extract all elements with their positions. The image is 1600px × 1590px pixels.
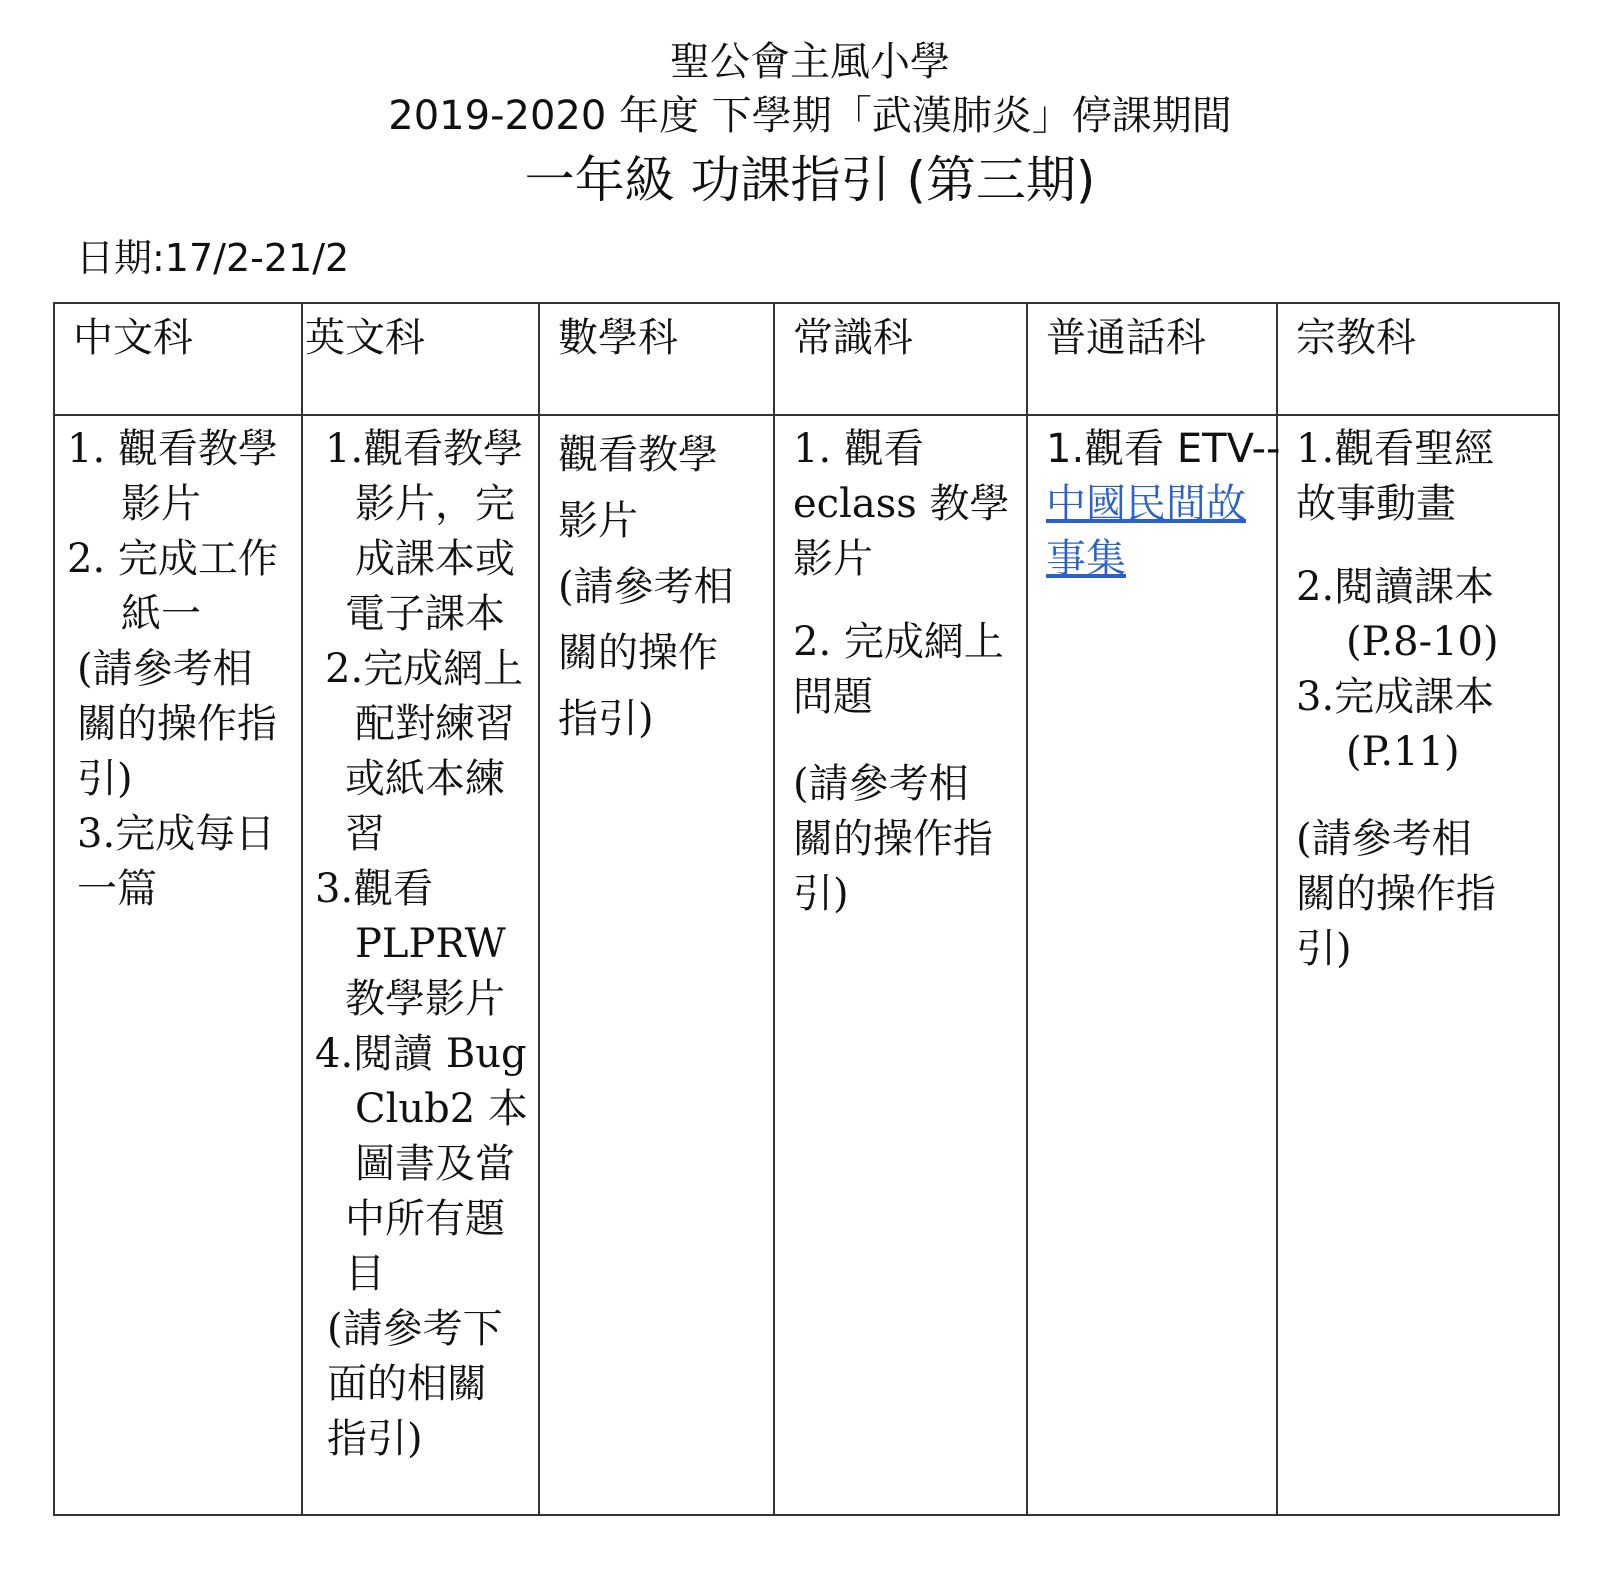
- religion-task-pages: (P.11): [1346, 729, 1460, 775]
- subject-english: 英文科: [302, 303, 539, 415]
- math-task-note: (請參考相: [558, 564, 734, 610]
- english-task-line: 3.觀看: [315, 866, 434, 912]
- math-task-note: 指引): [558, 696, 654, 742]
- general-task-note: 引): [793, 871, 849, 917]
- tasks-row: [54, 415, 1559, 1515]
- subject-header-row: [54, 303, 1559, 415]
- chinese-tasks-cell: [54, 415, 302, 1515]
- english-task-line: 或紙本練: [345, 756, 505, 802]
- subject-general-studies: 常識科: [774, 303, 1027, 415]
- math-task-line: 影片: [558, 498, 638, 544]
- general-task-line: 影片: [793, 536, 873, 582]
- etv-story-link[interactable]: 中國民間故: [1046, 481, 1246, 527]
- english-task-line: 圖書及當: [355, 1141, 515, 1187]
- religion-task-note: 引): [1296, 926, 1352, 972]
- english-task-note: (請參考下: [327, 1306, 503, 1352]
- term-title: 2019-2020 年度 下學期「武漢肺炎」停課期間: [388, 93, 1232, 139]
- english-task-line: PLPRW: [355, 921, 506, 967]
- religion-task-line: 故事動畫: [1296, 481, 1456, 527]
- religion-task-note: (請參考相: [1296, 816, 1472, 862]
- spacer: [1290, 780, 1548, 812]
- subject-chinese: 中文科: [54, 303, 302, 415]
- school-name: 聖公會主風小學: [670, 39, 950, 85]
- putonghua-task-line: 1.觀看 ETV--: [1046, 426, 1281, 472]
- english-tasks-cell: [302, 415, 539, 1515]
- religion-task-line: 2.閱讀課本: [1296, 564, 1495, 610]
- religion-tasks-cell: [1277, 415, 1559, 1515]
- general-task-line: eclass 教學: [793, 481, 1010, 527]
- english-task-line: Club2 本: [355, 1086, 528, 1132]
- chinese-task-line: 影片: [121, 481, 201, 527]
- guide-title: 一年級 功課指引 (第三期): [524, 151, 1096, 209]
- general-task-note: 關的操作指: [793, 816, 993, 862]
- english-task-line: 教學影片: [345, 976, 505, 1022]
- chinese-task-note: 關的操作指: [77, 701, 277, 747]
- general-task-note: (請參考相: [793, 761, 969, 807]
- english-task-line: 2.完成網上: [325, 646, 524, 692]
- english-task-line: 影片，完: [355, 481, 515, 527]
- date-range: 日期:17/2-21/2: [76, 236, 350, 280]
- general-task-line: 2. 完成網上: [793, 619, 1004, 665]
- subject-religion: 宗教科: [1277, 303, 1559, 415]
- math-tasks-cell: [539, 415, 774, 1515]
- math-task-note: 關的操作: [558, 630, 718, 676]
- chinese-task-line: 1. 觀看教學: [67, 426, 278, 472]
- religion-task-pages: (P.8-10): [1346, 619, 1499, 665]
- subject-math: 數學科: [539, 303, 774, 415]
- chinese-task-line: 2. 完成工作: [67, 536, 278, 582]
- spacer: [787, 725, 1016, 757]
- english-task-note: 指引): [327, 1416, 423, 1462]
- general-task-line: 1. 觀看: [793, 426, 924, 472]
- etv-story-link-continued[interactable]: 事集: [1046, 536, 1126, 582]
- general-studies-tasks-cell: [774, 415, 1027, 1515]
- math-task-line: 觀看教學: [558, 432, 718, 478]
- subject-putonghua: 普通話科: [1027, 303, 1277, 415]
- english-task-line: 中所有題: [345, 1196, 505, 1242]
- homework-table: [53, 302, 1560, 1516]
- english-task-line: 1.觀看教學: [325, 426, 524, 472]
- putonghua-tasks-cell: [1027, 415, 1281, 1515]
- general-task-line: 問題: [793, 674, 873, 720]
- chinese-task-line: 一篇: [77, 866, 157, 912]
- english-task-line: 配對練習: [355, 701, 515, 747]
- religion-task-note: 關的操作指: [1296, 871, 1496, 917]
- religion-task-line: 3.完成課本: [1296, 674, 1495, 720]
- spacer: [1290, 532, 1548, 560]
- chinese-task-line: 紙一: [121, 591, 201, 637]
- chinese-task-line: 3.完成每日: [77, 811, 276, 857]
- spacer: [787, 587, 1016, 615]
- english-task-line: 成課本或: [355, 536, 515, 582]
- english-task-note: 面的相關: [327, 1361, 487, 1407]
- english-task-line: 4.閱讀 Bug: [315, 1031, 527, 1077]
- english-task-line: 目: [345, 1251, 385, 1297]
- chinese-task-note: 引): [77, 756, 133, 802]
- english-task-line: 電子課本: [345, 591, 505, 637]
- religion-task-line: 1.觀看聖經: [1296, 426, 1495, 472]
- english-task-line: 習: [345, 811, 385, 857]
- document-header: [0, 36, 1600, 216]
- chinese-task-note: (請參考相: [77, 646, 253, 692]
